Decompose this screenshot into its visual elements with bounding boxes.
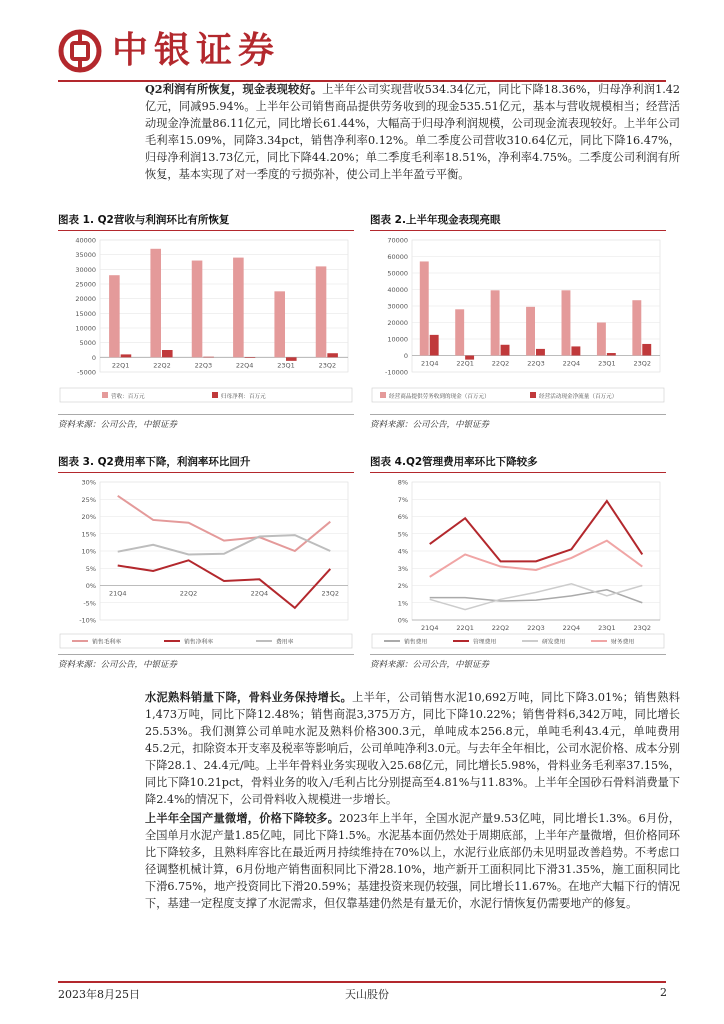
x-tick-label: 22Q4: [562, 359, 581, 368]
y-tick-label: 70000: [387, 236, 408, 245]
x-tick-label: 22Q3: [527, 359, 545, 368]
figure-2-bottom-rule: [370, 414, 666, 415]
x-tick-label: 21Q4: [420, 359, 439, 368]
paragraph-profit: [145, 81, 680, 183]
figure-1-chart: [58, 234, 354, 408]
legend-label: 经营活动现金净流量（百万元）: [539, 394, 618, 400]
bar: [150, 249, 161, 358]
figure-4-title: 图表 4.Q2管理费用率环比下降较多: [370, 456, 538, 468]
y-tick-label: 30%: [81, 478, 96, 487]
bar: [109, 275, 120, 357]
figure-3-chart: [58, 476, 354, 650]
x-tick-label: 22Q3: [194, 361, 213, 370]
y-tick-label: 50000: [387, 269, 408, 278]
bar: [632, 300, 641, 355]
y-tick-label: 0%: [397, 616, 408, 625]
series-line: [118, 496, 331, 551]
bar: [327, 353, 338, 357]
x-tick-label: 22Q2: [491, 624, 510, 632]
x-tick-label: 23Q1: [598, 624, 616, 632]
x-tick-label: 22Q4: [562, 624, 581, 632]
figure-3-title: 图表 3. Q2费用率下降，利润率环比回升: [58, 456, 251, 468]
figure-1-source: 资料来源：公司公告，中银证券: [58, 420, 178, 430]
y-tick-label: 5%: [85, 564, 96, 573]
figure-3-bottom-rule: [58, 654, 354, 655]
figure-3-rule: [58, 472, 354, 473]
bar: [245, 357, 256, 358]
figure-1-bottom-rule: [58, 414, 354, 415]
paragraph-national-output: [145, 810, 680, 912]
y-tick-label: 0%: [85, 582, 96, 590]
figure-2-rule: [370, 230, 666, 231]
bar: [420, 261, 429, 355]
x-tick-label: 22Q3: [527, 624, 545, 632]
footer-company: 天山股份: [345, 988, 389, 1001]
y-tick-label: 10000: [387, 335, 408, 344]
series-line: [430, 541, 643, 577]
x-tick-label: 22Q2: [153, 361, 171, 370]
y-tick-label: 35000: [75, 251, 96, 260]
y-tick-label: 10000: [75, 324, 96, 333]
paragraph-lead: Q2利润有所恢复，现金表现较好。: [145, 82, 323, 96]
y-tick-label: 15000: [75, 309, 96, 318]
series-line: [118, 535, 331, 554]
y-tick-label: 5%: [397, 530, 408, 539]
x-tick-label: 22Q2: [179, 589, 198, 598]
y-tick-label: 20%: [81, 513, 96, 521]
series-line: [430, 584, 643, 610]
bar: [597, 323, 606, 356]
bar: [286, 357, 297, 361]
bar: [121, 354, 132, 357]
legend-swatch: [102, 392, 108, 398]
y-tick-label: 40000: [75, 236, 96, 245]
x-tick-label: 22Q2: [491, 359, 510, 368]
footer-page-number: 2: [660, 986, 667, 999]
bar: [430, 335, 439, 356]
figure-1-rule: [58, 230, 354, 231]
y-tick-label: 7%: [397, 495, 408, 504]
y-tick-label: 30000: [75, 265, 96, 274]
legend-swatch: [380, 392, 386, 398]
bar: [642, 344, 651, 356]
x-tick-label: 23Q2: [321, 589, 340, 598]
legend-label: 营收：百万元: [111, 394, 145, 400]
y-tick-label: -10%: [79, 616, 96, 625]
y-tick-label: 2%: [397, 582, 408, 590]
bar: [316, 266, 327, 357]
y-tick-label: 60000: [387, 253, 408, 261]
paragraph-body: 上半年公司实现营收534.34亿元，同比下降18.36%，归母净利润1.42亿元，同减95.94%。上半年公司销售商品提供劳务收到的现金535.51亿元，基本与营收规模相当；经营活动现金净流量86.11亿元，同比增长61.44%，大幅高于归母净利润规模，公司现金流表现较好。上半年公司毛利率15.09%，同降3.34pct，销售净利率0.12%。单二季度公司营收310.64亿元，同比下降16.47%，归母净利润13.73亿元，同比下降44.20%；单二季度毛利率18.51%，净利率4.75%。二季度公司利润有所恢复，基本实现了对一季度的亏损弥补，使公司上半年盈亏平衡。: [145, 83, 680, 181]
x-tick-label: 22Q4: [250, 589, 269, 598]
bar: [501, 345, 510, 356]
x-tick-label: 21Q4: [108, 589, 127, 598]
y-tick-label: 20000: [387, 319, 408, 327]
y-tick-label: -10000: [384, 368, 408, 377]
legend-label: 研发费用: [542, 639, 566, 646]
y-tick-label: 40000: [387, 286, 408, 294]
x-tick-label: 22Q4: [235, 361, 254, 370]
bar: [562, 290, 571, 355]
bar: [571, 346, 580, 355]
y-tick-label: 30000: [387, 302, 408, 311]
y-tick-label: 5000: [79, 339, 96, 348]
paragraph-body: 上半年，公司销售水泥10,692万吨，同比下降3.01%；销售熟料1,473万吨，同比下降12.48%；销售商混3,375万方，同比下降10.22%；销售骨料6,342万吨，同比增长25.53%。我们测算公司单吨水泥及熟料价格300.3元，单吨成本256.8元，单吨毛利43.4元，单吨费用45.2元，扣除资本开支率及税率等影响后，公司单吨净利3.0元。与去年全年相比，公司水泥价格、成本分别下降28.1、24.4元/吨。上半年骨料业务实现收入25.68亿元，同比增长5.98%，骨料业务毛利率37.15%，同比下降10.21pct，骨料业务的收入/毛利占比分别提高至4.81%与11.83%。上半年全国砂石骨料消费量下降2.4%的情况下，公司骨料收入规模进一步增长。: [145, 691, 680, 806]
figure-4-source: 资料来源：公司公告，中银证券: [370, 660, 490, 670]
bar: [274, 291, 285, 357]
legend-label: 费用率: [276, 639, 294, 646]
figure-3-source: 资料来源：公司公告，中银证券: [58, 660, 178, 670]
y-tick-label: 3%: [397, 564, 408, 573]
paragraph-lead: 上半年全国产量微增，价格下降较多。: [145, 811, 340, 825]
bar: [455, 309, 464, 355]
x-tick-label: 23Q2: [633, 359, 652, 368]
paragraph-lead: 水泥熟料销量下降，骨料业务保持增长。: [145, 690, 353, 704]
boc-logo: [58, 26, 280, 76]
figure-1-title: 图表 1. Q2营收与利润环比有所恢复: [58, 214, 230, 226]
y-tick-label: -5000: [77, 368, 96, 377]
x-tick-label: 23Q1: [277, 361, 295, 370]
x-tick-label: 23Q2: [318, 361, 337, 370]
legend-label: 归母净利：百万元: [221, 394, 266, 400]
y-tick-label: 15%: [81, 530, 96, 539]
x-tick-label: 23Q2: [633, 624, 652, 632]
legend-swatch: [212, 392, 218, 398]
paragraph-body: 2023年上半年，全国水泥产量9.53亿吨，同比增长1.3%。6月份，全国单月水泥产量1.85亿吨，同比下降1.5%。水泥基本面仍然处于周期底部，上半年产量微增，但价格同环比下降较多，且熟料库容比在最近两月持续维持在70%以上，水泥行业底部仍未见明显改善趋势。不考虑口径调整机械计算，6月份地产销售面积同比下滑28.10%，地产新开工面积同比下滑31.35%，施工面积同比下滑6.75%，地产投资同比下滑20.59%；基建投资来现仍较强，同比增长11.67%。在地产大幅下行的情况下，基建一定程度支撑了水泥需求，但仅靠基建仍然是有量无价，水泥行情恢复仍需要地产的修复。: [145, 812, 680, 910]
figure-2-title: 图表 2.上半年现金表现亮眼: [370, 214, 501, 226]
legend-label: 管理费用: [473, 639, 497, 646]
bar: [526, 307, 535, 356]
bar: [192, 261, 203, 358]
series-line: [118, 560, 331, 608]
x-tick-label: 21Q4: [420, 624, 439, 632]
y-tick-label: 0: [91, 353, 96, 362]
paragraph-sales-volume: [145, 689, 680, 808]
plot-frame: [100, 240, 348, 372]
y-tick-label: 20000: [75, 295, 96, 304]
x-tick-label: 22Q1: [456, 624, 474, 632]
series-line: [430, 501, 643, 561]
y-tick-label: 10%: [81, 547, 96, 556]
bar: [607, 353, 616, 355]
bar: [162, 350, 173, 357]
figure-4-rule: [370, 472, 666, 473]
figure-4-chart: [370, 476, 666, 650]
x-tick-label: 22Q1: [456, 359, 474, 368]
footer-rule: [58, 981, 666, 983]
brand-name: 中银证券: [112, 30, 281, 71]
footer-date: 2023年8月25日: [58, 988, 140, 1001]
figure-4-bottom-rule: [370, 654, 666, 655]
boc-emblem-icon: [58, 29, 102, 73]
legend-label: 销售净利率: [184, 639, 213, 646]
y-tick-label: 1%: [397, 599, 408, 608]
legend-label: 销售费用: [404, 639, 428, 646]
y-tick-label: 4%: [397, 547, 408, 556]
bar: [203, 357, 214, 358]
y-tick-label: 0: [403, 352, 408, 360]
figure-2-source: 资料来源：公司公告，中银证券: [370, 420, 490, 430]
y-tick-label: 8%: [397, 478, 408, 487]
y-tick-label: 25%: [81, 495, 96, 504]
bar: [233, 258, 244, 358]
y-tick-label: 25000: [75, 280, 96, 289]
figure-2-chart: [370, 234, 666, 408]
legend-swatch: [530, 392, 536, 398]
x-tick-label: 22Q1: [111, 361, 130, 370]
y-tick-label: 6%: [397, 513, 408, 521]
legend-label: 经营商品提供劳务收到的现金（百万元）: [389, 394, 490, 400]
legend-label: 财务费用: [611, 639, 635, 646]
y-tick-label: -5%: [83, 599, 96, 608]
legend-label: 销售毛利率: [92, 639, 121, 646]
bar: [536, 349, 545, 356]
x-tick-label: 23Q1: [598, 359, 616, 368]
bar: [491, 290, 500, 355]
